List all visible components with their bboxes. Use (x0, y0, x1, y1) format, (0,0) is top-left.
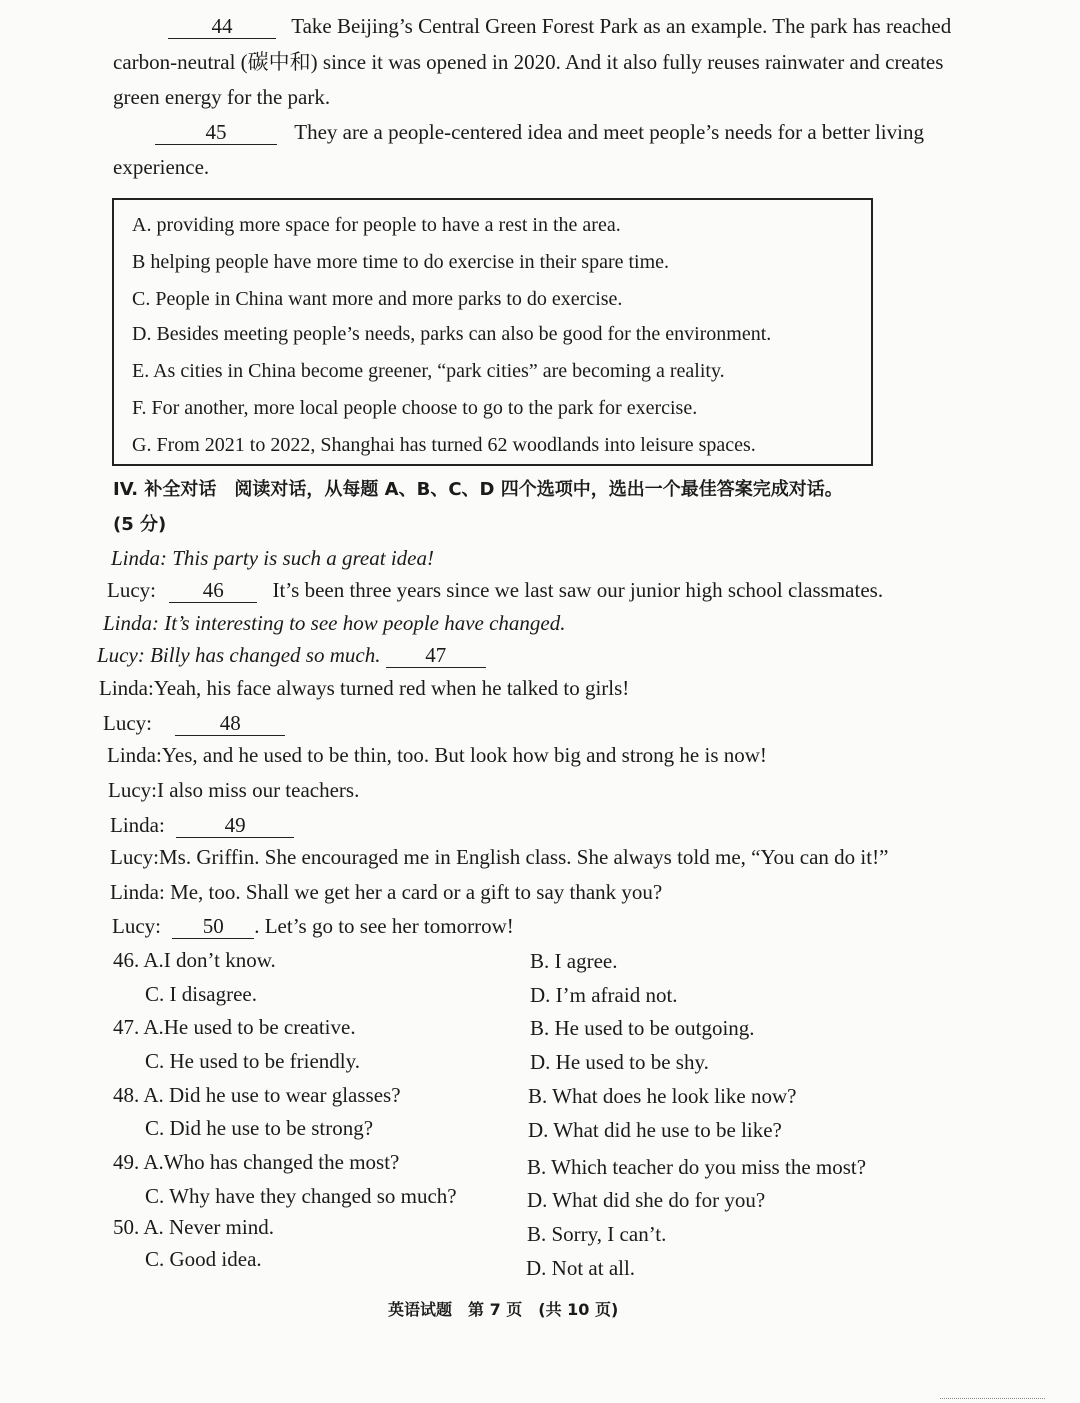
question-44-continuation-2: green energy for the park. (113, 85, 331, 109)
dialog-line-4 (97, 645, 486, 668)
choice-47-c[interactable]: C. He used to be friendly. (145, 1049, 361, 1073)
choice-48-a[interactable]: 48. A. Did he use to wear glasses? (113, 1083, 401, 1107)
option-e: E. As cities in China become greener, “park cities” are becoming a reality. (132, 360, 725, 382)
question-45 (155, 122, 924, 145)
option-f: F. For another, more local people choose to go to the park for exercise. (132, 397, 698, 419)
answer-blank-45[interactable]: 45 (155, 122, 277, 145)
dialog-line-2 (107, 580, 883, 603)
page-footer: 英语试题 第 7 页 (共 10 页) (388, 1300, 619, 1319)
dialog-line-12 (112, 916, 514, 939)
section-4-heading: IV. 补全对话 阅读对话，从每题 A、B、C、D 四个选项中，选出一个最佳答案完成对话。 (113, 479, 843, 500)
choice-50-d[interactable]: D. Not at all. (526, 1256, 636, 1280)
option-d: D. Besides meeting people’s needs, parks can also be good for the environment. (132, 323, 772, 345)
choice-47-d[interactable]: D. He used to be shy. (530, 1050, 709, 1074)
choice-46-d[interactable]: D. I’m afraid not. (530, 983, 678, 1007)
section-4-score: (5 分) (113, 514, 167, 535)
question-45-text: They are a people-centered idea and meet people’s needs for a better living (294, 120, 924, 144)
dialog-line-6 (103, 713, 285, 736)
choice-50-a[interactable]: 50. A. Never mind. (113, 1215, 274, 1239)
choice-48-b[interactable]: B. What does he look like now? (528, 1084, 797, 1108)
choice-49-b[interactable]: B. Which teacher do you miss the most? (527, 1155, 867, 1179)
answer-blank-50[interactable]: 50 (172, 916, 254, 939)
question-45-continuation: experience. (113, 155, 210, 179)
speaker-lucy: Lucy: (112, 914, 161, 938)
answer-blank-44[interactable]: 44 (168, 16, 276, 39)
choice-49-c[interactable]: C. Why have they changed so much? (145, 1184, 457, 1208)
page-edge-divider (940, 1398, 1045, 1399)
speaker-linda: Linda: (110, 813, 165, 837)
choice-49-d[interactable]: D. What did she do for you? (527, 1188, 766, 1212)
option-g: G. From 2021 to 2022, Shanghai has turned 62 woodlands into leisure spaces. (132, 434, 756, 456)
option-b: B helping people have more time to do exercise in their spare time. (132, 251, 670, 273)
dialog-line-4-text: Lucy: Billy has changed so much. (97, 643, 381, 667)
dialog-line-11: Linda: Me, too. Shall we get her a card or a gift to say thank you? (110, 880, 663, 904)
answer-blank-46[interactable]: 46 (169, 580, 257, 603)
dialog-line-1: Linda: This party is such a great idea! (111, 546, 434, 570)
dialog-line-12-text: . Let’s go to see her tomorrow! (254, 914, 514, 938)
option-a: A. providing more space for people to have a rest in the area. (132, 214, 621, 236)
speaker-lucy: Lucy: (107, 578, 156, 602)
dialog-line-9 (110, 815, 294, 838)
choice-48-d[interactable]: D. What did he use to be like? (528, 1118, 782, 1142)
dialog-line-3: Linda: It’s interesting to see how people have changed. (103, 611, 566, 635)
option-c: C. People in China want more and more parks to do exercise. (132, 288, 623, 310)
speaker-lucy: Lucy: (103, 711, 152, 735)
dialog-line-10: Lucy:Ms. Griffin. She encouraged me in English class. She always told me, “You can do it!” (110, 845, 889, 869)
choice-48-c[interactable]: C. Did he use to be strong? (145, 1116, 374, 1140)
question-44-text: Take Beijing’s Central Green Forest Park as an example. The park has reached (291, 14, 952, 38)
options-box (112, 198, 873, 466)
choice-46-a[interactable]: 46. A.I don’t know. (113, 948, 276, 972)
answer-blank-47[interactable]: 47 (386, 645, 486, 668)
choice-47-b[interactable]: B. He used to be outgoing. (530, 1016, 755, 1040)
question-44-continuation-1: carbon-neutral (碳中和) since it was opened in 2020. And it also fully reuses rainwater and creates (113, 50, 944, 74)
answer-blank-48[interactable]: 48 (175, 713, 285, 736)
choice-46-c[interactable]: C. I disagree. (145, 982, 257, 1006)
choice-49-a[interactable]: 49. A.Who has changed the most? (113, 1150, 400, 1174)
dialog-line-7: Linda:Yes, and he used to be thin, too. But look how big and strong he is now! (107, 743, 767, 767)
choice-50-b[interactable]: B. Sorry, I can’t. (527, 1222, 667, 1246)
dialog-line-5: Linda:Yeah, his face always turned red when he talked to girls! (99, 676, 630, 700)
question-44 (168, 16, 951, 39)
choice-50-c[interactable]: C. Good idea. (145, 1247, 262, 1271)
choice-47-a[interactable]: 47. A.He used to be creative. (113, 1015, 356, 1039)
dialog-line-8: Lucy:I also miss our teachers. (108, 778, 360, 802)
answer-blank-49[interactable]: 49 (176, 815, 294, 838)
choice-46-b[interactable]: B. I agree. (530, 949, 618, 973)
dialog-line-2-text: It’s been three years since we last saw our junior high school classmates. (272, 578, 884, 602)
